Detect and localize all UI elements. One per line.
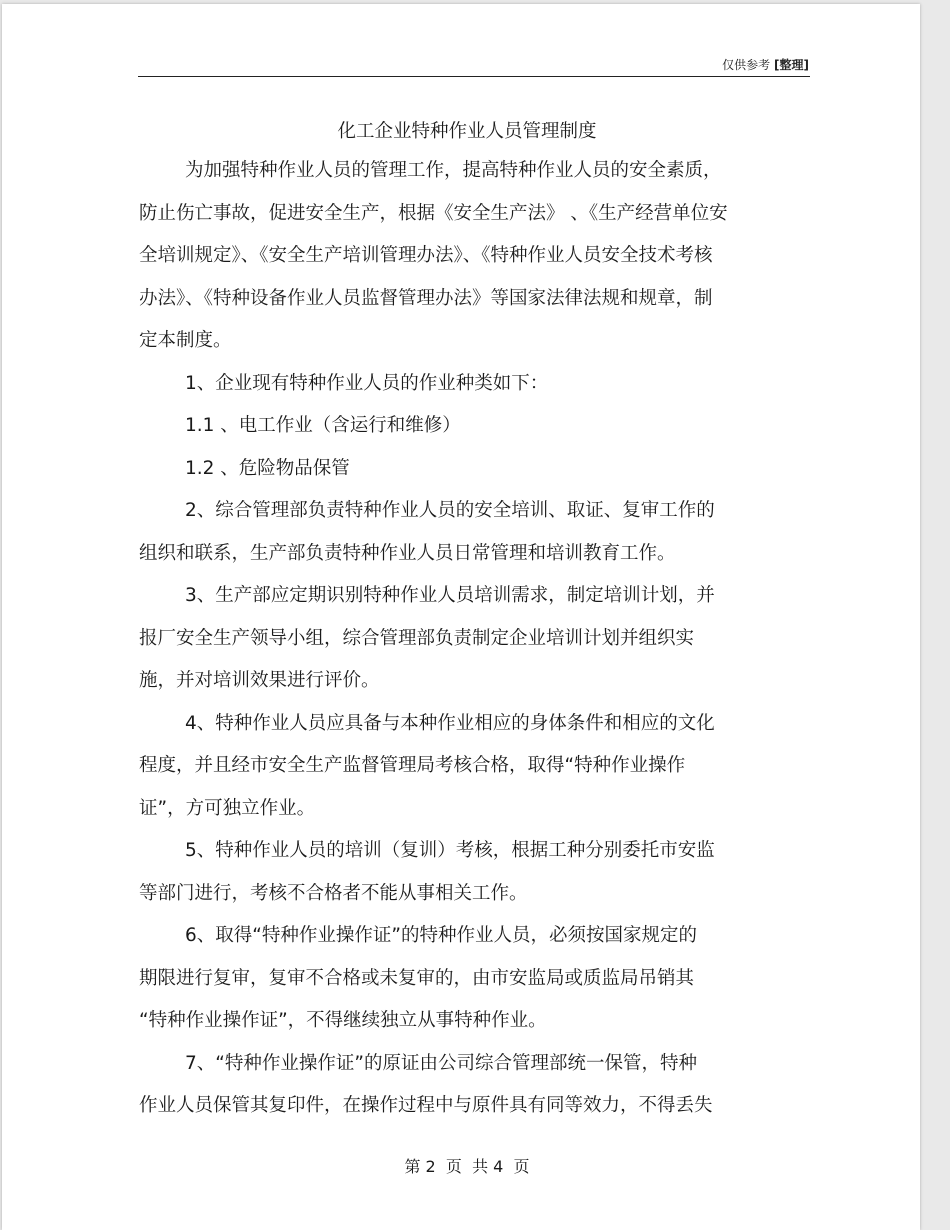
header-bracket: [整理] bbox=[774, 58, 809, 72]
body-line: “特种作业操作证”，不得继续独立从事特种作业。 bbox=[139, 1010, 547, 1031]
body-line: 证”，方可独立作业。 bbox=[139, 797, 316, 819]
body-line: 作业人员保管其复印件，在操作过程中与原件具有同等效力，不得丢失 bbox=[139, 1095, 713, 1116]
body-line: 等部门进行，考核不合格者不能从事相关工作。 bbox=[139, 882, 528, 904]
body-line: 期限进行复审，复审不合格或未复审的，由市安监局或质监局吊销其 bbox=[139, 967, 695, 989]
page-footer: 第 2 页 共 4 页 bbox=[404, 1157, 530, 1176]
body-line: 4、特种作业人员应具备与本种作业相应的身体条件和相应的文化 bbox=[185, 712, 715, 734]
document-title: 化工企业特种作业人员管理制度 bbox=[337, 121, 597, 142]
body-line: 5、特种作业人员的培训（复训）考核，根据工种分别委托市安监 bbox=[185, 840, 715, 861]
body-line: 组织和联系，生产部负责特种作业人员日常管理和培训教育工作。 bbox=[139, 542, 676, 564]
body-line: 7、“特种作业操作证”的原证由公司综合管理部统一保管，特种 bbox=[185, 1052, 697, 1074]
page-header bbox=[722, 56, 809, 73]
body-line: 施，并对培训效果进行评价。 bbox=[139, 670, 380, 691]
header-label: 仅供参考 bbox=[722, 58, 771, 72]
body-line: 1.1 、电工作业（含运行和维修） bbox=[185, 415, 461, 436]
body-line: 1、企业现有特种作业人员的作业种类如下： bbox=[185, 372, 549, 394]
body-line: 为加强特种作业人员的管理工作，提高特种作业人员的安全素质， bbox=[185, 160, 722, 181]
body-line: 2、综合管理部负责特种作业人员的安全培训、取证、复审工作的 bbox=[185, 500, 715, 521]
header-rule bbox=[138, 76, 810, 77]
body-line: 报厂安全生产领导小组，综合管理部负责制定企业培训计划并组织实 bbox=[139, 627, 695, 649]
body-line: 1.2 、危险物品保管 bbox=[185, 457, 350, 479]
body-line: 全培训规定》、《安全生产培训管理办法》、《特种作业人员安全技术考核 bbox=[139, 245, 713, 266]
document-body bbox=[139, 150, 807, 1128]
body-line: 6、取得“特种作业操作证”的特种作业人员，必须按国家规定的 bbox=[185, 925, 697, 946]
body-line: 3、生产部应定期识别特种作业人员培训需求，制定培训计划，并 bbox=[185, 585, 715, 606]
body-line: 防止伤亡事故，促进安全生产，根据《安全生产法》 、《生产经营单位安 bbox=[139, 202, 728, 224]
body-line: 程度，并且经市安全生产监督管理局考核合格，取得“特种作业操作 bbox=[139, 755, 686, 776]
document-page bbox=[2, 4, 920, 1230]
body-line: 定本制度。 bbox=[139, 330, 232, 351]
body-line: 办法》、《特种设备作业人员监督管理办法》等国家法律法规和规章，制 bbox=[139, 287, 713, 309]
